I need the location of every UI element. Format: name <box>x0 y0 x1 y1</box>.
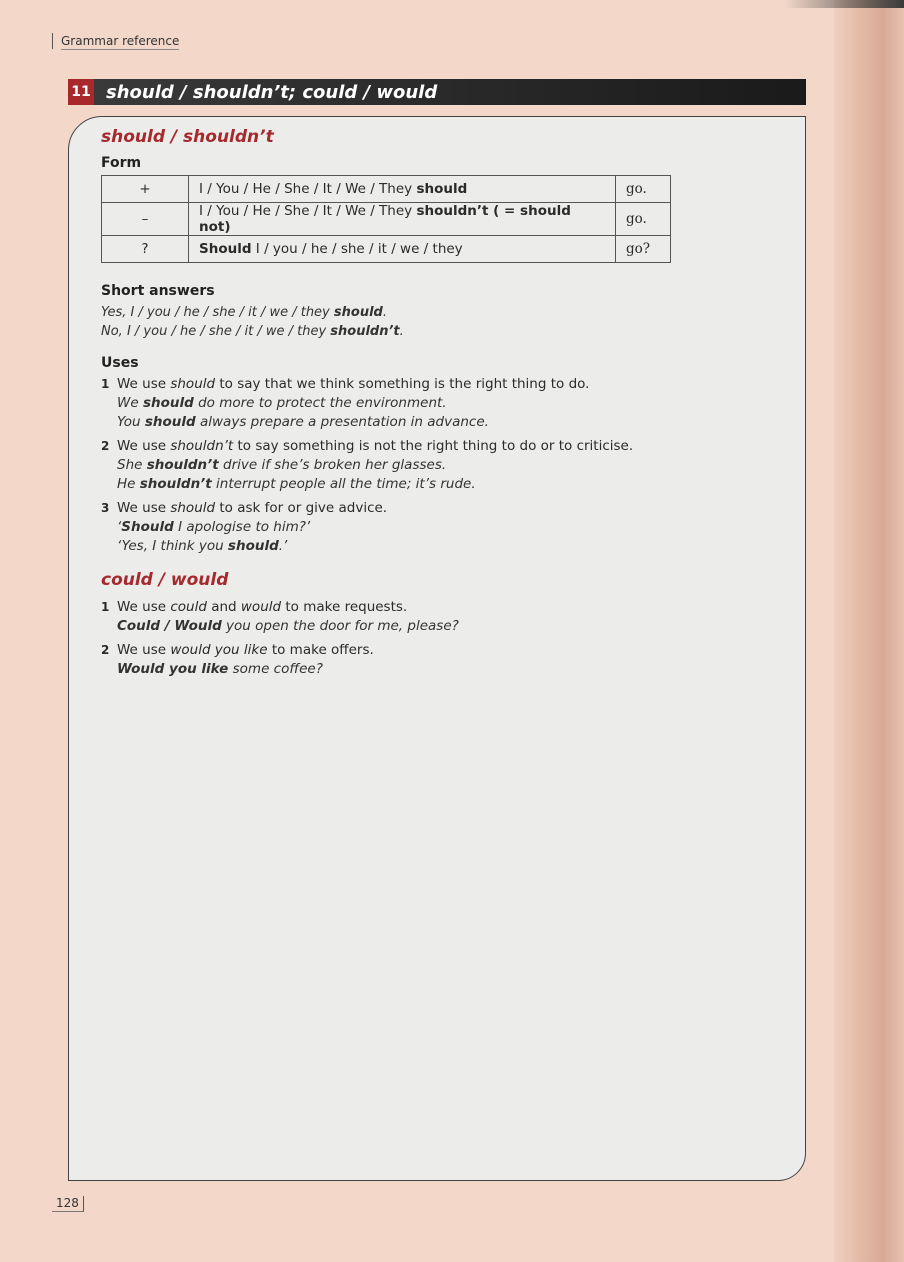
example-bold: shouldn’t <box>146 457 219 473</box>
uses-list-should <box>101 375 781 556</box>
example-text: drive if she’s broken her glasses. <box>218 457 447 473</box>
form-verb: go? <box>616 236 671 263</box>
uses-label: Uses <box>101 355 139 371</box>
form-pattern-bold: Should <box>199 241 252 257</box>
example-bold: should <box>142 395 194 411</box>
use-item <box>101 641 781 679</box>
form-symbol: – <box>102 203 189 236</box>
short-answers-label: Short answers <box>101 283 215 299</box>
short-answer-yes <box>101 303 781 322</box>
use-example <box>117 537 781 556</box>
use-number: 1 <box>101 377 110 391</box>
use-text: We use <box>117 438 171 454</box>
short-answers <box>101 303 781 341</box>
use-text: to make requests. <box>281 599 408 615</box>
form-pattern-text: I / you / he / she / it / we / they <box>251 241 463 257</box>
example-text: some coffee? <box>228 661 323 677</box>
example-bold: Would you like <box>117 661 229 677</box>
page-spine-shadow <box>834 0 904 1262</box>
example-text: ‘ <box>117 519 122 535</box>
example-text: I apologise to him?’ <box>173 519 311 535</box>
form-pattern-text: I / You / He / She / It / We / They <box>199 203 417 219</box>
answer-bold: should <box>333 305 383 320</box>
answer-text: Yes, I / you / he / she / it / we / they <box>101 305 334 320</box>
use-text: We use <box>117 599 171 615</box>
grammar-panel <box>68 116 806 1181</box>
use-text: to ask for or give advice. <box>215 500 388 516</box>
example-text: He <box>117 476 140 492</box>
form-pattern-bold: should <box>416 181 468 197</box>
example-text: .’ <box>278 538 288 554</box>
use-keyword: would you like <box>170 642 268 658</box>
use-description <box>117 598 781 617</box>
unit-title: should / shouldn’t; could / would <box>106 81 438 103</box>
short-answer-no <box>101 322 781 341</box>
example-text: You <box>117 414 145 430</box>
example-text: do more to protect the environment. <box>193 395 447 411</box>
use-text: to make offers. <box>267 642 374 658</box>
use-example <box>117 394 781 413</box>
form-pattern-bold: shouldn’t <box>416 203 489 219</box>
form-table <box>101 175 671 263</box>
form-verb: go. <box>616 176 671 203</box>
use-number: 1 <box>101 600 110 614</box>
answer-bold: shouldn’t <box>330 324 400 339</box>
use-description <box>117 437 781 456</box>
use-item <box>101 598 781 636</box>
form-symbol: ? <box>102 236 189 263</box>
page-number <box>52 1196 84 1212</box>
use-text: We use <box>117 376 171 392</box>
example-bold: should <box>144 414 196 430</box>
form-symbol: + <box>102 176 189 203</box>
form-verb: go. <box>616 203 671 236</box>
example-text: you open the door for me, please? <box>221 618 459 634</box>
example-text: interrupt people all the time; it’s rude. <box>211 476 476 492</box>
use-example <box>117 617 781 636</box>
use-text: to say that we think something is the right thing to do. <box>215 376 590 392</box>
form-pattern-text: I / You / He / She / It / We / They <box>199 181 417 197</box>
section-heading-could: could / would <box>101 570 229 590</box>
use-example <box>117 518 781 537</box>
use-example <box>117 456 781 475</box>
use-example <box>117 475 781 494</box>
example-bold: should <box>227 538 279 554</box>
form-pattern <box>189 203 616 236</box>
form-row-negative <box>102 203 671 236</box>
example-text: always prepare a presentation in advance. <box>195 414 489 430</box>
example-text: We <box>117 395 143 411</box>
use-number: 3 <box>101 501 110 515</box>
example-text: She <box>117 457 147 473</box>
form-row-question <box>102 236 671 263</box>
page-number-text: 128 <box>56 1196 79 1210</box>
unit-title-bar <box>68 79 806 105</box>
form-pattern <box>189 176 616 203</box>
use-description <box>117 375 781 394</box>
unit-number-badge: 11 <box>68 79 94 105</box>
use-example <box>117 660 781 679</box>
use-item <box>101 437 781 494</box>
use-keyword: shouldn’t <box>170 438 234 454</box>
form-pattern <box>189 236 616 263</box>
example-bold: shouldn’t <box>139 476 212 492</box>
answer-text: No, I / you / he / she / it / we / they <box>101 324 331 339</box>
use-text: We use <box>117 642 171 658</box>
use-description <box>117 499 781 518</box>
answer-text: . <box>382 305 387 320</box>
use-keyword: should <box>170 376 216 392</box>
form-label: Form <box>101 155 142 171</box>
grammar-panel-content <box>101 127 781 693</box>
use-text: We use <box>117 500 171 516</box>
running-head-text: Grammar reference <box>61 34 180 48</box>
use-number: 2 <box>101 439 110 453</box>
use-text: and <box>206 599 241 615</box>
example-bold: Should <box>121 519 174 535</box>
uses-list-could <box>101 598 781 679</box>
form-row-affirmative <box>102 176 671 203</box>
use-number: 2 <box>101 643 110 657</box>
use-keyword: should <box>170 500 216 516</box>
answer-text: . <box>399 324 404 339</box>
page-edge-shadow <box>784 0 904 8</box>
use-example <box>117 413 781 432</box>
example-bold: Could / Would <box>117 618 222 634</box>
running-head <box>52 33 179 49</box>
use-description <box>117 641 781 660</box>
use-text: to say something is not the right thing to do or to criticise. <box>233 438 634 454</box>
form-pattern-bold: ( = should not) <box>199 203 571 235</box>
use-keyword: would <box>240 599 282 615</box>
use-item <box>101 375 781 432</box>
example-text: ‘Yes, I think you <box>117 538 228 554</box>
section-heading-should: should / shouldn’t <box>101 127 274 147</box>
use-item <box>101 499 781 556</box>
use-keyword: could <box>170 599 207 615</box>
